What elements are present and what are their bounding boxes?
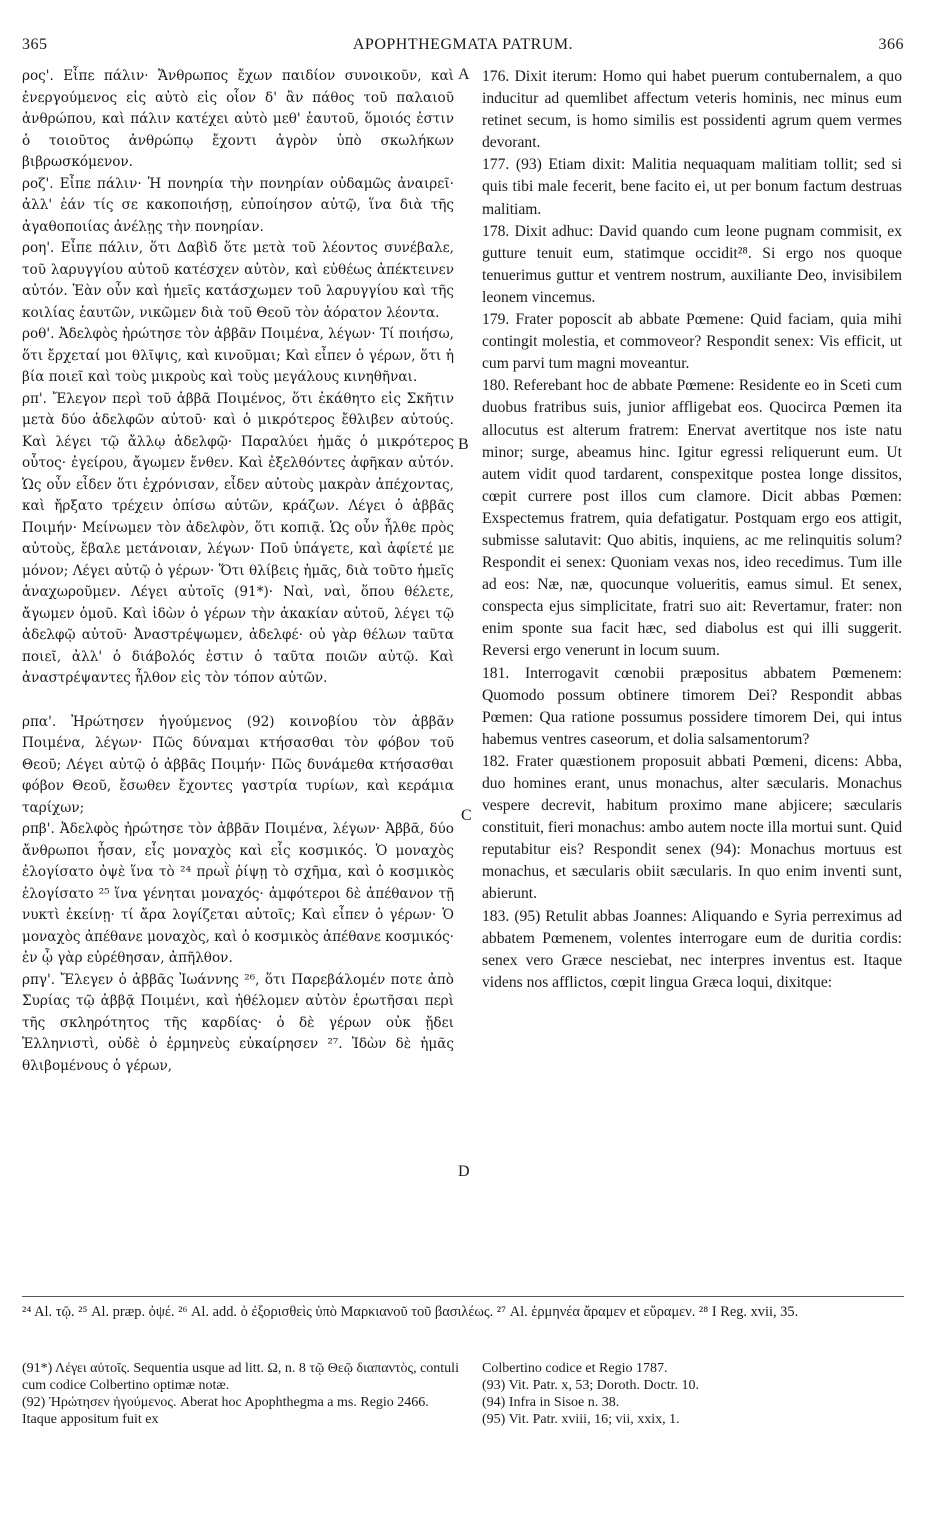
footnote-variants: ²⁴ Al. τῷ. ²⁵ Al. præp. ὀψέ. ²⁶ Al. add. ὁ ἐξορισθεὶς ὑπὸ Μαρκιανοῦ τοῦ βασιλέως. ²⁷ Al. ἑρμηνέα ἄραμεν et εὕραμεν. ²⁸ I Reg. xvii, 35. — [22, 1304, 799, 1320]
running-title: APOPHTHEGMATA PATRUM. — [352, 36, 574, 53]
greek-paragraph-180: ρπ'. Ἔλεγον περὶ τοῦ ἀββᾶ Ποιμένος, ὅτι ἐκάθητο εἰς Σκῆτιν μετὰ δύο ἀδελφῶν αὐτοῦ· καὶ ὁ μικρότερος ἔθλιβεν αὐτούς. Καὶ λέγει τῷ ἄλλῳ ἀδελφῷ· Παραλύει ἡμᾶς ὁ μικρότερος οὗτος· ἐγείρου, ἄγωμεν ἔνθεν. Καὶ ἐξελθόντες ἀφῆκαν αὐτόν. Ὡς οὖν εἶδεν ὅτι ἐχρόνισαν, εἶδεν αὐτοὺς μακρὰν ἀπέχοντας, καὶ ἤρξατο τρέχειν ὀπίσω αὐτῶν, κράζων. Λέγει ὁ ἀββᾶς Ποιμήν· Μείνωμεν τὸν ἀδελφὸν, ὅτι κοπιᾷ. Ὡς οὖν ἦλθε πρὸς αὐτοὺς, ἔβαλε μετάνοιαν, λέγων· Ποῦ ὑπάγετε, καὶ ἀφίετέ με μόνον; Λέγει αὐτῷ ὁ γέρων· Ὅτι θλίβεις ἡμᾶς, διὰ τοῦτο ἡμεῖς ἀναχωροῦμεν. Λέγει αὐτοῖς (91*)· Ναὶ, ναὶ, ὅπου θέλετε, ἄγωμεν ὁμοῦ. Καὶ ἰδὼν ὁ γέρων τὴν ἀκακίαν αὐτοῦ, λέγει τῷ ἀδελφῷ αὐτοῦ· Ἀναστρέψωμεν, ἀδελφέ· οὐ γὰρ θέλων ταῦτα ποιεῖ, ἀλλ' ὁ διάβολός ἐστιν ὁ ταῦτα ποιῶν αὐτῷ. Καὶ ἀναστρέψαντες ἦλθον εἰς τὸν τόπον αὐτῶν. — [22, 390, 454, 686]
latin-paragraph-182: 182. Frater quæstionem proposuit abbati Pœmeni, dicens: Abba, duo homines erant, unus monachus, alter sæcularis. Monachus vespere decrevit, habitum proximo mane abjicere; sæcularis constituit, fieri monachus: ambo autem nocte illa mortui sunt. Quid reputabitur eis? Respondit senex (94): Monachus mortuus est monachus, et sæcularis obiit sæcularis. In quo enim inventi sunt, abierunt. — [482, 752, 902, 903]
greek-paragraph-177: ροζ'. Εἶπε πάλιν· Ἡ πονηρία τὴν πονηρίαν οὐδαμῶς ἀναιρεῖ· ἀλλ' ἐάν τίς σε κακοποιήσῃ, εὐποίησον αὐτῷ, ἵνα διὰ τῆς ἀγαθοποιίας ἀνέλῃς τὴν πονηρίαν. — [22, 175, 454, 235]
editor-note: Colbertino codice et Regio 1787. — [482, 1361, 668, 1376]
editor-note: (95) Vit. Patr. xviii, 16; vii, xxix, 1. — [482, 1412, 680, 1427]
latin-paragraph-178: 178. Dixit adhuc: David quando cum leone pugnam commisit, ex gutture tenuit eum, statimque occidit²⁸. Si ergo nos quoque tenuerimus guttur et ventrem nostrum, auxiliante Deo, invisibilem leonem vincemus. — [482, 222, 902, 306]
margin-letter-c: C — [461, 807, 472, 824]
page-number-left: 365 — [22, 36, 48, 53]
footnote-rule — [22, 1296, 904, 1297]
editor-notes-left — [22, 1360, 462, 1428]
section-gap — [22, 690, 454, 712]
editor-note: (94) Infra in Sisoe n. 38. — [482, 1395, 620, 1410]
editor-notes-right — [482, 1360, 902, 1428]
editor-note: (92) Ἠρώτησεν ἡγούμενος. Aberat hoc Apophthegma a ms. Regio 2466. Itaque appositum fuit ex — [22, 1395, 429, 1427]
latin-column — [482, 66, 902, 994]
margin-letter-b: B — [458, 436, 469, 453]
greek-paragraph-178: ροη'. Εἶπε πάλιν, ὅτι Δαβὶδ ὅτε μετὰ τοῦ λέοντος συνέβαλε, τοῦ λαρυγγίου αὐτοῦ κατέσχεν αὐτὸν, καὶ εὐθέως ἀπέκτεινεν αὐτόν. Ἐὰν οὖν καὶ ἡμεῖς κατάσχωμεν τοῦ λαρυγγίου καὶ τῆς κοιλίας ἑαυτῶν, νικῶμεν διὰ τοῦ Θεοῦ τὸν ἀόρατον λέοντα. — [22, 240, 454, 321]
latin-paragraph-179: 179. Frater poposcit ab abbate Pœmene: Quid faciam, quia mihi contingit molestia, et commoveor? Respondit senex: Vis efficit, ut cum parvi tum magni moveantur. — [482, 311, 902, 373]
editor-note: (91*) Λέγει αὐτοῖς. Sequentia usque ad litt. Ω, n. 8 τῷ Θεῷ διαπαντὸς, contuli cum codice Colbertino optimæ notæ. — [22, 1361, 459, 1393]
page-number-right: 366 — [878, 36, 904, 53]
greek-paragraph-183: ρπγ'. Ἔλεγεν ὁ ἀββᾶς Ἰωάννης ²⁶, ὅτι Παρεβάλομέν ποτε ἀπὸ Συρίας τῷ ἀββᾷ Ποιμένι, καὶ ἠθέλομεν αὐτὸν ἐρωτῆσαι περὶ τῆς σκληρότητος τῆς καρδίας· ὁ δὲ γέρων οὐκ ᾔδει Ἑλληνιστὶ, οὐδὲ ὁ ἑρμηνεὺς εὐκαίρησεν ²⁷. Ἰδὼν δὲ ἡμᾶς θλιβομένους ὁ γέρων, — [22, 971, 454, 1074]
greek-paragraph-182: ρπβ'. Ἀδελφὸς ἠρώτησε τὸν ἀββᾶν Ποιμένα, λέγων· Ἀββᾶ, δύο ἄνθρωποι ἦσαν, εἷς μοναχὸς καὶ εἷς κοσμικός. Ὁ μοναχὸς ἐλογίσατο ὀψὲ ἵνα τὸ ²⁴ πρωῒ ῥίψῃ τὸ σχῆμα, καὶ ὁ κοσμικὸς ἐλογίσατο ²⁵ ἵνα γένηται μοναχός· ἀμφότεροι δὲ ἀπέθανον τῇ νυκτὶ ἐκείνῃ· τί ἄρα λογίζεται αὐτοῖς; Καὶ εἶπεν ὁ γέρων· Ὁ μοναχὸς ἀπέθανε μοναχὸς, καὶ ὁ κοσμικὸς ἀπέθανε κοσμικός· ἐν ᾧ γὰρ εὑρέθησαν, ἀπῆλθον. — [22, 821, 454, 966]
greek-paragraph-181: ρπα'. Ἠρώτησεν ἡγούμενος (92) κοινοβίου τὸν ἀββᾶν Ποιμένα, λέγων· Πῶς δύναμαι κτήσασθαι τὸν φόβον τοῦ Θεοῦ; Λέγει αὐτῷ ὁ ἀββᾶς Ποιμήν· Πῶς δυνάμεθα κτήσασθαι φόβον Θεοῦ, ἔσωθεν ἔχοντες γαστρία τυρίων, καὶ κεράμια ταρίχων; — [22, 713, 454, 816]
margin-letter-d: D — [458, 1163, 470, 1180]
greek-paragraph-179: ροθ'. Ἀδελφὸς ἠρώτησε τὸν ἀββᾶν Ποιμένα, λέγων· Τί ποιήσω, ὅτι ἔρχεταί μοι θλῖψις, καὶ κινοῦμαι; Καὶ εἶπεν ὁ γέρων, ὅτι ἡ βία ποιεῖ καὶ τοὺς μικροὺς καὶ τοὺς μεγάλους κινηθῆναι. — [22, 326, 454, 385]
greek-column — [22, 66, 454, 1077]
page-header — [22, 36, 904, 58]
editor-note: (93) Vit. Patr. x, 53; Doroth. Doctr. 10. — [482, 1378, 700, 1393]
latin-paragraph-183: 183. (95) Retulit abbas Joannes: Aliquando e Syria perreximus ad abbatem Pœmenem, volentes interrogare eum de duritia cordis: senex vero Græce nesciebat, nec interpres inventus est. Itaque videns nos afflictos, cœpit lingua Græca loqui, dixitque: — [482, 907, 902, 991]
latin-paragraph-180: 180. Referebant hoc de abbate Pœmene: Residente eo in Sceti cum duobus fratribus suis, junior affligebat eos. Quocirca Pœmen ita allocutus est alterum fratrem: Enervat avertitque nos iste natu minor; surge, abeamus hinc. Igitur egressi reliquerunt eum. Ut autem vidit quod tardarent, conspexitque postea longe dissitos, cœpit currere post illos cum clamore. Dicit abbas Pœmen: Exspectemus fratrem, quia defatigatur. Postquam ergo eos attigit, submisse salutavit: Quo abitis, inquiens, ac me relinquitis solum? Respondit ei senex: Quoniam vexas nos, ideo recedimus. Tum ille ad eos: Næ, næ, quocunque volueritis, eamus simul. Et senex, conspecta ejus simplicitate, fratri suo ait: Revertamur, frater: non enim sponte sua facit hæc, sed diabolus est qui illi suggerit. Reversi ergo venerunt in locum suum. — [482, 377, 902, 660]
latin-paragraph-181: 181. Interrogavit cœnobii præpositus abbatem Pœmenem: Quomodo possum obtinere timorem Dei? Respondit abbas Pœmen: Qua ratione possumus possidere timorem Dei, qui intus habemus ventres caseorum, et dolia salsamentorum? — [482, 664, 902, 748]
latin-paragraph-177: 177. (93) Etiam dixit: Malitia nequaquam malitiam tollit; sed si quis tibi male fecerit, bene facito ei, ut per bonum factum destruas malitiam. — [482, 156, 902, 218]
latin-paragraph-176: 176. Dixit iterum: Homo qui habet puerum contubernalem, a quo inducitur ad quemlibet affectum veteris hominis, nec minus eum retinet secum, is homo similis est possidenti agrum quem vermes devorant. — [482, 68, 902, 152]
margin-letter-a: A — [458, 66, 470, 83]
greek-paragraph-176: ρος'. Εἶπε πάλιν· Ἄνθρωπος ἔχων παιδίον συνοικοῦν, καὶ ἐνεργούμενος εἰς αὐτὸ εἰς οἷον δ' ἂν πάθος τοῦ παλαιοῦ ἀνθρώπου, καὶ πάλιν κατέχει αὐτὸ μεθ' ἑαυτοῦ, ὅμοιός ἐστιν ὁ τοιοῦτος ἀνθρώπῳ ἔχοντι ἀγρὸν ὑπὸ σκωλήκων βιβρωσκόμενον. — [22, 68, 454, 170]
